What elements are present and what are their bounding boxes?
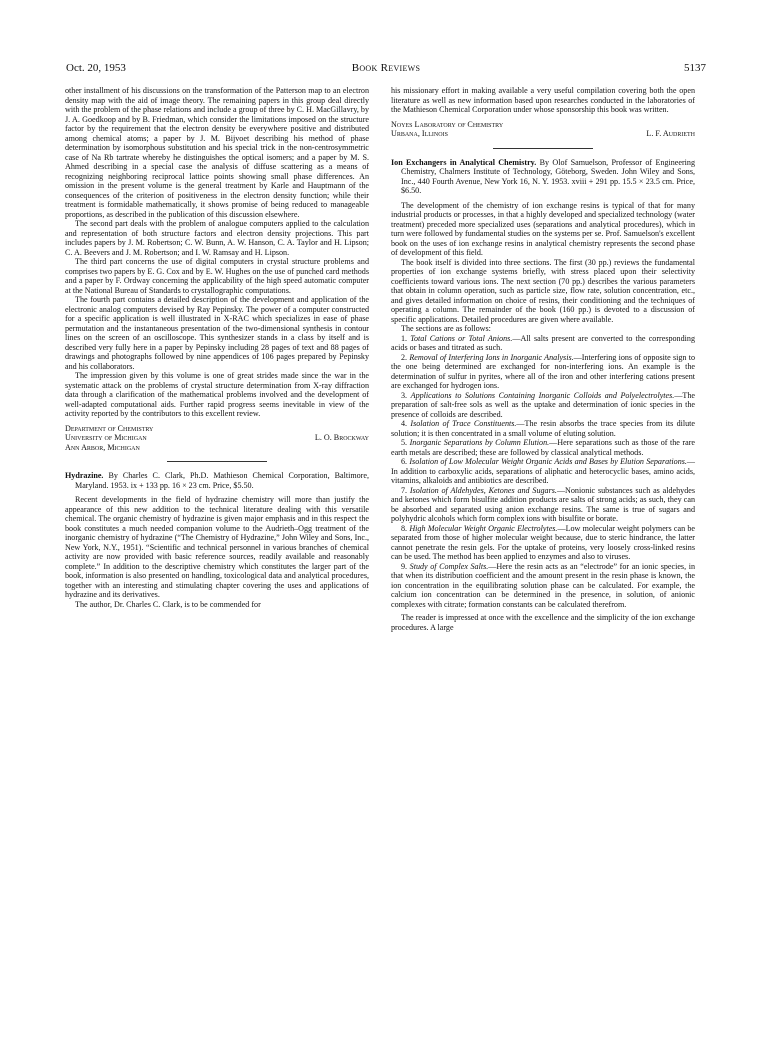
- section-item: [391, 391, 695, 420]
- section-number: 7.: [401, 485, 410, 495]
- section-item: [391, 457, 695, 486]
- section-number: 5.: [401, 438, 410, 447]
- section-heading: High Molecular Weight Organic Electrolytes.: [409, 523, 558, 533]
- section-text: —Here separations such as those of the rare earth metals are described; these are followed by classical analytical methods.: [391, 438, 696, 457]
- paragraph: The sections are as follows:: [401, 324, 491, 333]
- paragraph: The impression given by this volume is one of great strides made since the war in the systematic attack on the problems of crystal structure determination from X-ray diffraction data through a clarification of the mathematical problems involved and the development of well-adapted computational aids. Further rapid progress seems inevitable in view of the activity reported by the contributors to this excellent review.: [65, 371, 369, 418]
- paragraph: Recent developments in the field of hydrazine chemistry will more than justify the appearance of this new addition to the technical literature dealing with this versatile chemical. The organic chemistry of hydrazine is given major emphasis and in this respect the book constitutes a much needed companion volume to the Audrieth–Ogg treatment of the inorganic chemistry of hydrazine (“The Chemistry of Hydrazine,” John Wiley and Sons, Inc., New York, N.Y., 1951). “Scientific and technical personnel in various branches of chemical activity are now provided with basic reference sources, readily available and reasonably complete.” In addition to the descriptive chemistry which constitutes the larger part of the book, information is also presented on handling, toxicological data and analytical procedures, together with an interesting and stimulating chapter covering the uses and applications of hydrazine and its derivatives.: [65, 495, 369, 599]
- book-citation: [65, 471, 369, 490]
- section-item: [391, 334, 695, 353]
- section-text: —The resin absorbs the trace species from its dilute solution; it is then concentrated in a small volume of eluting solution.: [391, 419, 696, 438]
- section-heading: Inorganic Separations by Column Elution.: [409, 438, 550, 447]
- section-number: 1.: [401, 333, 411, 343]
- section-number: 8.: [401, 523, 410, 533]
- section-text: —Nonionic substances such as aldehydes and ketones which form bisulfite addition products are salts of strong acids; as such, they can be absorbed and separated using anion exchange resins. The same is true of sugars and polyhydric alcohols which form complex ions with bisulfite or borate.: [391, 485, 695, 523]
- section-list: [391, 334, 695, 610]
- section-number: 3.: [401, 390, 411, 400]
- section-item: [391, 486, 695, 524]
- section-item: [391, 419, 695, 438]
- paragraph: The reader is impressed at once with the excellence and the simplicity of the ion exchange procedures. A large: [391, 613, 695, 632]
- affiliation-text: University of Michigan: [65, 433, 147, 442]
- section-number: 9.: [401, 561, 410, 571]
- section-heading: Isolation of Low Molecular Weight Organic Acids and Bases by Elution Separations.: [409, 457, 687, 466]
- section-number: 2.: [401, 352, 410, 362]
- section-heading: Study of Complex Salts.: [409, 561, 489, 571]
- section-number: 6.: [401, 457, 410, 466]
- affiliation-line: [391, 129, 695, 139]
- book-citation: [391, 158, 695, 196]
- section-heading: Applications to Solutions Containing Inorganic Colloids and Polyelectrolytes.: [410, 390, 675, 400]
- paragraph: The second part deals with the problem of analogue computers applied to the calculation and representation of both structure factors and electron density projections. This part includes papers by J. M. Robertson; C. W. Bunn, A. W. Hanson, C. A. Taylor and H. Lipson; C. A. Beevers and J. M. Robertson; and I. W. Ramsay and H. Lipson.: [65, 219, 369, 257]
- section-text: —The preparation of salt-free sols as well as the uptake and determination of ionic species in the presence of colloids are described.: [391, 390, 695, 419]
- reviewer-name: L. O. Brockway: [314, 433, 369, 442]
- paragraph: The author, Dr. Charles C. Clark, is to be commended for: [75, 599, 261, 609]
- section-item: [391, 353, 695, 391]
- page-header: [66, 62, 706, 76]
- reviewer-name: L. F. Audrieth: [646, 129, 695, 138]
- section-heading: Isolation of Aldehydes, Ketones and Sugars.: [409, 485, 557, 495]
- right-column: [391, 86, 695, 632]
- affiliation-line: Ann Arbor, Michigan: [65, 442, 140, 452]
- paragraph: The development of the chemistry of ion exchange resins is typical of that for many industrial products or processes, in that a highly developed and specialized technology (water treatment) preceded more specialized uses (separations and analytical procedures), which in turn were followed by fundamental studies on the systems per se. Prof. Samuelson's excellent book on the uses of ion exchange resins in analytical chemistry represents the second phase of development of this field.: [391, 200, 695, 257]
- reviewer-affiliation: [391, 120, 695, 139]
- paragraph: The book itself is divided into three sections. The first (30 pp.) reviews the fundamental properties of ion exchange systems briefly, with stress placed upon their selectivity coefficients toward various ions. The next section (70 pp.) describes the various parameters that obtain in column operation, such as particle size, flow rate, solution concentration, etc., and gives detailed information on choice of resins, their conditioning and the techniques of operating a column. The remainder of the book (160 pp.) is devoted to a discussion of specific applications. Detailed procedures are given where available.: [391, 257, 695, 324]
- section-number: 4.: [401, 419, 411, 428]
- paragraph: The third part concerns the use of digital computers in crystal structure problems and comprises two papers by E. G. Cox and by E. W. Hughes on the use of punched card methods and a paper by F. Ordway concerning the applicability of the high speed automatic computer at the National Bureau of Standards to crystallographic computations.: [65, 257, 369, 295]
- reviewer-affiliation: [65, 424, 369, 453]
- divider: [493, 148, 593, 149]
- affiliation-text: Urbana, Illinois: [391, 129, 448, 138]
- paragraph: his missionary effort in making available a very useful compilation covering both the open literature as well as new information based upon researches conducted in the laboratories of the Mathieson Chemical Corporation under whose sponsorship this book was written.: [391, 86, 695, 114]
- section-heading: Total Cations or Total Anions.: [410, 333, 513, 343]
- paragraph: other installment of his discussions on the transformation of the Patterson map to an electron density map with the aid of image theory. The remaining papers in this group deal directly with the problem of the phase relations and include a group of three by C. H. MacGillavry, by J. A. Goedkoop and by B. Friedman, which consider the limitations imposed on the structure factor by the requirement that the electron density be everywhere positive and distributed among chemical atoms; a paper by J. M. Bijvoet describing his method of phase determination by isomorphous substitution and his special trick in the non-centrosymmetric case of Na Rb tartrate whereby he distinguishes the optical isomers; and a paper by M. S. Ahmed describing in a special case the analysis of diffuse scattering as a means of recognizing neighboring reciprocal lattice points showing small phase differences. An omission in the present volume is the general treatment by Karle and Hauptmann of the consequences of the criterion of positiveness in the electron density function; while their treatment is formidable mathematically, it shows promise of being reduced to manageable proportions, as described in the publication of this discussion elsewhere.: [65, 86, 369, 219]
- book-details: By Charles C. Clark, Ph.D. Mathieson Chemical Corporation, Baltimore, Maryland. 1953. ix + 133 pp. 16 × 23 cm. Price, $5.50.: [75, 471, 369, 490]
- section-text: —Low molecular weight polymers can be separated from those of higher molecular weight because, due to steric hindrance, the latter cannot penetrate the resin gels. For the uptake of proteins, very loosely cross-linked resins can be used. The method has been applied to enzymes and also to viruses.: [391, 523, 696, 561]
- section-text: —All salts present are converted to the corresponding acids or bases and titrated as such.: [391, 333, 695, 352]
- header-journal: Book Reviews: [351, 62, 421, 74]
- affiliation-line: Noyes Laboratory of Chemistry: [391, 119, 504, 129]
- left-column: [65, 86, 369, 609]
- paragraph: The fourth part contains a detailed description of the development and application of the electronic analog computers devised by Ray Pepinsky. The power of a computer constructed for a specific application is well illustrated in X-RAC which specializes in ease of phase permutation and the instantaneous presentation of the two-dimensional synthesis in contour lines on the screen of an oscilloscope. This synthesizer stands in a class by itself and is described very fully here in a paper by Pepinsky including 28 pages of text and 88 pages of drawings and photographs followed by nine appendices of 106 pages prepared by Pepinsky and his collaborators.: [65, 295, 369, 371]
- affiliation-line: Department of Chemistry: [65, 423, 154, 433]
- header-page-number: 5137: [684, 62, 706, 74]
- section-text: —Interfering ions of opposite sign to the one being determined are exchanged for non-interfering ions. An example is the determination of sulfur in pyrites, where all of the iron and other interfering cations present are exchanged for hydrogen ions.: [391, 352, 696, 390]
- section-heading: Isolation of Trace Constituents.: [410, 419, 517, 428]
- section-text: —Here the resin acts as an “electrode” for an ionic species, in that when its distribution coefficient and the amount present in the resin phase is known, the ion concentration in the equilibrating solution phase can be calculated. For example, the calcium ion concentration can be determined in the presence, in solution, of anionic complexes with citrate; formation constants can be calculated therefrom.: [391, 561, 695, 609]
- header-date: Oct. 20, 1953: [66, 62, 126, 74]
- section-item: [391, 562, 695, 610]
- affiliation-line: [65, 433, 369, 443]
- section-item: [391, 438, 695, 457]
- section-item: [391, 524, 695, 562]
- divider: [167, 461, 267, 462]
- book-details: By Olof Samuelson, Professor of Engineering Chemistry, Chalmers Institute of Technology, Göteborg, Sweden. John Wiley and Sons, Inc., 440 Fourth Avenue, New York 16, N. Y. 1953. xviii + 291 pp. 15.5 × 23.5 cm. Price, $6.50.: [401, 157, 696, 195]
- book-title: Hydrazine.: [65, 471, 104, 480]
- section-heading: Removal of Interfering Ions in Inorganic Analysis.: [409, 352, 574, 362]
- book-title: Ion Exchangers in Analytical Chemistry.: [391, 157, 537, 167]
- section-text: —In addition to carboxylic acids, separations of aliphatic and heterocyclic bases, amino acids, vitamins, alkaloids and antibiotics are described.: [391, 457, 696, 485]
